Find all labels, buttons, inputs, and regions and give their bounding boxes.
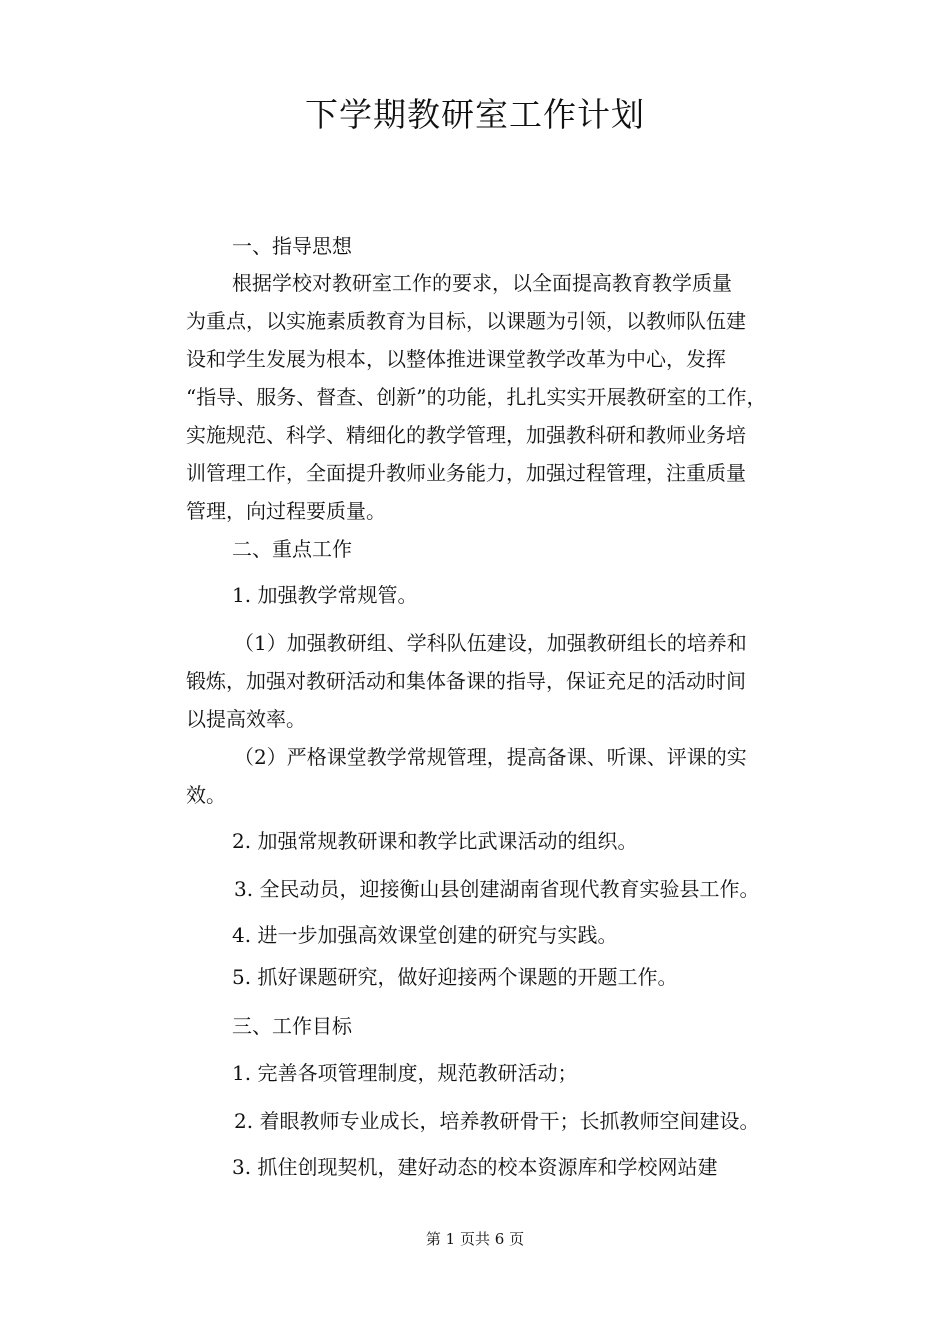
section3-heading: 三、工作目标: [232, 1014, 352, 1038]
section2-item-3: 3. 全民动员，迎接衡山县创建湖南省现代教育实验县工作。: [234, 877, 760, 901]
section2-sub1-line-2: 锻炼，加强对教研活动和集体备课的指导，保证充足的活动时间: [186, 669, 746, 693]
section1-line-7: 管理，向过程要质量。: [186, 499, 386, 523]
section2-item-1: 1. 加强教学常规管。: [232, 583, 418, 607]
section1-line-6: 训管理工作，全面提升教师业务能力，加强过程管理，注重质量: [186, 461, 746, 485]
section2-item-5: 5. 抓好课题研究，做好迎接两个课题的开题工作。: [232, 965, 678, 989]
section2-sub2-line-1: （2）严格课堂教学常规管理，提高备课、听课、评课的实: [234, 745, 747, 769]
section1-line-1: 根据学校对教研室工作的要求，以全面提高教育教学质量: [232, 271, 732, 295]
section2-heading: 二、重点工作: [232, 537, 352, 561]
section1-line-2: 为重点，以实施素质教育为目标，以课题为引领，以教师队伍建: [186, 309, 746, 333]
section1-line-3: 设和学生发展为根本，以整体推进课堂教学改革为中心，发挥: [186, 347, 726, 371]
section1-line-4: “指导、服务、督查、创新”的功能，扎扎实实开展教研室的工作，: [186, 385, 767, 409]
section3-item-1: 1. 完善各项管理制度，规范教研活动；: [232, 1061, 578, 1085]
page-number-footer: 第 1 页共 6 页: [425, 1230, 525, 1248]
section1-line-5: 实施规范、科学、精细化的教学管理，加强教科研和教师业务培: [186, 423, 746, 447]
document-title: 下学期教研室工作计划: [305, 95, 645, 134]
section1-heading: 一、指导思想: [232, 234, 352, 258]
section2-sub2-line-2: 效。: [186, 783, 226, 807]
section2-sub1-line-1: （1）加强教研组、学科队伍建设，加强教研组长的培养和: [234, 631, 747, 655]
section2-item-2: 2. 加强常规教研课和教学比武课活动的组织。: [232, 829, 638, 853]
section2-item-4: 4. 进一步加强高效课堂创建的研究与实践。: [232, 923, 618, 947]
section3-item-3: 3. 抓住创现契机，建好动态的校本资源库和学校网站建: [232, 1155, 718, 1179]
section3-item-2: 2. 着眼教师专业成长，培养教研骨干；长抓教师空间建设。: [234, 1109, 760, 1133]
section2-sub1-line-3: 以提高效率。: [186, 707, 306, 731]
